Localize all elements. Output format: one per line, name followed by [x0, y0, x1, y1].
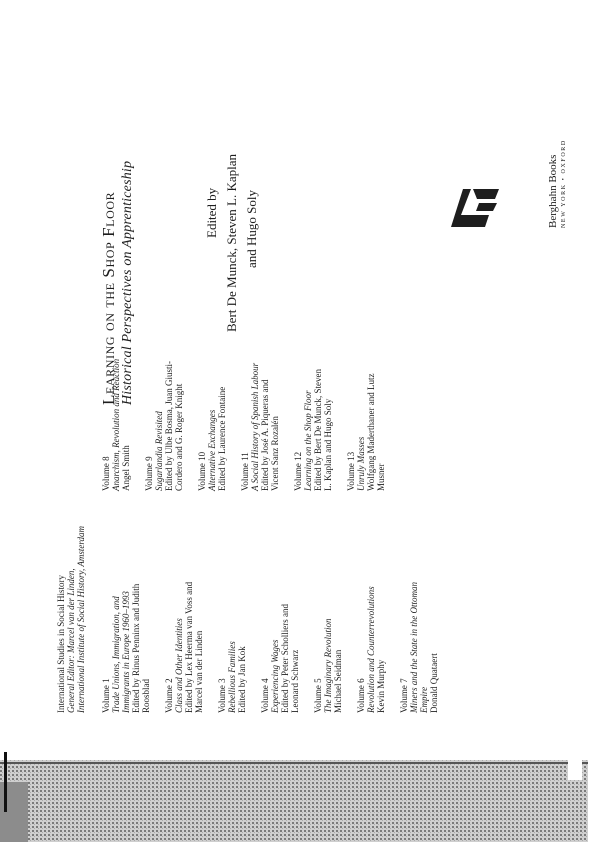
series-volume-editors: Kevin Murphy [376, 659, 386, 713]
edited-by-label: Edited by [204, 187, 219, 238]
series-volume-label: Volume 6 [356, 678, 366, 713]
series-volume-label: Volume 1 [101, 678, 111, 713]
series-volume-title: Unruly Masses [356, 436, 366, 491]
publisher-logo-icon [449, 185, 501, 229]
series-volume-editors: Wolfgang Maderthaner and Lutz [366, 373, 376, 491]
margin-bar [4, 752, 7, 812]
series-volume-title: Class and Other Identities [174, 618, 184, 713]
series-volume-editors: Marcel van der Linden [194, 630, 204, 713]
scan-white-box [568, 754, 582, 780]
series-volume-title: Alternative Exchanges [207, 409, 217, 491]
series-header-line-1: International Studies in Social History [56, 575, 66, 713]
series-volume-label: Volume 5 [313, 678, 323, 713]
series-volume-title: Experiencing Wages [270, 639, 280, 713]
series-volume-label: Volume 10 [197, 451, 207, 491]
series-volume-editors: Edited by Ulbe Bosma, Juan Giusti- [164, 361, 174, 491]
series-volume-editors: Musner [376, 463, 386, 491]
editors-line-2: and Hugo Soly [244, 190, 259, 268]
series-volume-editors: L. Kaplan and Hugo Soly [323, 398, 333, 491]
scan-noise-strip [0, 742, 588, 842]
series-volume-title: Revolution and Counterrevolutions [366, 586, 376, 713]
series-volume-editors: Vicent Sanz Rozalén [270, 416, 280, 491]
editors-line-1: Bert De Munck, Steven L. Kaplan [224, 154, 239, 332]
series-volume-label: Volume 12 [293, 451, 303, 491]
series-volume-label: Volume 4 [260, 678, 270, 713]
series-volume-title: Learning on the Shop Floor [303, 390, 313, 491]
series-volume-title: A Social History of Spanish Labour [250, 362, 260, 491]
series-volume-label: Volume 13 [346, 451, 356, 491]
series-volume-editors: Edited by Peter Scholliers and [280, 604, 290, 713]
series-volume-title: Miners and the State in the Ottoman [409, 582, 419, 713]
series-volume-editors: Edited by Lex Heerma van Voss and [184, 581, 194, 713]
publisher-place: NEW YORK • OXFORD [561, 139, 567, 228]
series-header-line-2: General Editor: Marcel van der Linden, [66, 568, 76, 713]
publisher-name: Berghahn Books [547, 154, 559, 228]
book-title: Learning on the Shop Floor [99, 191, 118, 405]
series-volume-editors: Edited by Rinus Penninx and Judith [131, 583, 141, 713]
series-volume-editors: Edited by José A. Piqueras and [260, 379, 270, 491]
series-volume-title: Sugarlandia Revisited [154, 411, 164, 491]
series-volume-title: Immigrants in Europe 1960–1993 [121, 591, 131, 713]
series-volume-editors: Angel Smith [121, 445, 131, 491]
series-volume-title: The Imaginary Revolution [323, 618, 333, 713]
series-volume-editors: Michael Seidman [333, 649, 343, 713]
series-volume-label: Volume 3 [217, 678, 227, 713]
series-volume-title: Empire [419, 686, 429, 713]
series-volume-editors: Donald Quataert [429, 653, 439, 713]
series-volume-title: Anarchism, Revolution and Reaction [111, 358, 121, 491]
series-volume-label: Volume 8 [101, 456, 111, 491]
series-volume-label: Volume 11 [240, 452, 250, 491]
series-volume-label: Volume 2 [164, 678, 174, 713]
series-header-line-3: International Institute of Social History, Amsterdam [76, 526, 86, 713]
series-volume-editors: Leonard Schwarz [290, 649, 300, 713]
series-volume-label: Volume 9 [144, 456, 154, 491]
series-volume-editors: Cordero and G. Roger Knight [174, 383, 184, 491]
book-subtitle: Historical Perspectives on Apprenticeship [120, 160, 135, 405]
series-volume-title: Trade Unions, Immigration, and [111, 596, 121, 713]
series-volume-label: Volume 7 [399, 678, 409, 713]
series-volume-editors: Roosblad [141, 678, 151, 713]
series-volume-editors: Edited by Jan Kok [237, 646, 247, 713]
series-volume-title: Rebellious Families [227, 641, 237, 713]
series-volume-editors: Edited by Laurence Fontaine [217, 386, 227, 491]
series-volume-editors: Edited by Bert De Munck, Steven [313, 369, 323, 491]
